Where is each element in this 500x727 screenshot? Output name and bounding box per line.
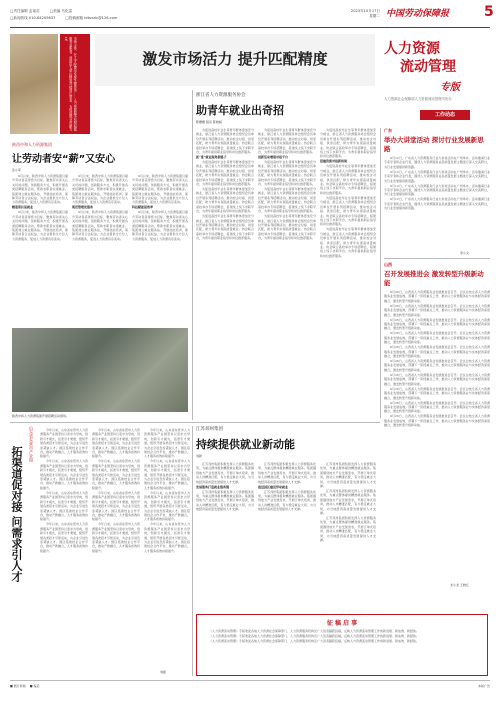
- article3-paragraph: 江苏邳州集团积极发挥人力资源服务优势，为重点群体提供精准就业服务。集团围绕地方产业发展需求，开展订单式培训，推动人岗精准匹配，有力稳定就业大局，为当地经济高质量发展提供人才支撑。: [258, 462, 316, 484]
- article4-body-col2: [92, 428, 140, 668]
- article2-subhead: 创新活动增强对接平台: [258, 155, 289, 160]
- article4-title: 拓渠道促对接 问需求引人才: [10, 446, 23, 582]
- notice-paragraph: 《人力资源流动管理》专版欢迎各地人力资源社会保障部门、人力资源服务机构及广大读者踊跃投稿，反映人力资源流动管理工作的新进展、新成效、新经验。: [209, 634, 420, 638]
- article6-paragraph: 9月26日，山西省人力资源服务业发展推进会召开。会议总结全省人力资源服务业发展成效，部署下一阶段重点工作，推动人力资源服务业与实体经济深度融合，激发转型升级新动能。: [384, 345, 490, 359]
- article1-photo: [12, 328, 188, 412]
- article1-paragraph: 9月以来，陕西中和人力资源集团以提升劳动者获得感为目标，聚焦劳动者关心关切的问题，创新服务方式，积极开展各类招聘服务活动，帮助求职者实现就业。集团建立就业服务站，开展技能培训，保障劳动者合法权益，为企业提供全方位人力资源服务，促进人力资源有序流动。: [12, 174, 68, 205]
- article4-body-col3: [144, 428, 190, 668]
- article2-paragraph: 为促进高校毕业生等青年群体更加充分就业，浙江省人力资源服务协会组织会员单位开展系列招聘活动，推动校企对接、供需匹配，助力青年实现高质量就业。协会联合高校举办专场招聘会，搭建线上线下求职平台，为青年提供职业指导和岗位推荐服务。: [320, 164, 376, 195]
- article2-body-col3: [320, 128, 376, 418]
- article1-region: 陕西中和人力资源集团: [12, 142, 52, 147]
- article6-body: [384, 290, 490, 580]
- article4-body-col1: [40, 428, 88, 668]
- article5-paragraph: 9月12日，广东省人力资源服务行业大讲堂活动在广州举办。活动邀请行业专家学者和企业代表，围绕人力资源服务业高质量发展主题进行深入交流研讨，为行业发展提供新思路。: [384, 197, 490, 211]
- article5-region: 广东: [384, 128, 392, 133]
- article4-paragraph: 今年以来，山东省东营市人力资源服务产业园坚持以需求为导向，创新引才模式，拓宽引才渠道，组织开展各类招才引智活动，为企业引进急需紧缺人才。园区搭建校企合作平台，推动产教融合，人才服务质效持续提升。: [40, 459, 88, 490]
- masthead-rule: [10, 27, 490, 28]
- article6-title: 召开发展推进会 激发转型升级新动能: [384, 270, 484, 287]
- masthead-info: [10, 9, 180, 21]
- poem-photo-box: [10, 34, 90, 134]
- article4-paragraph: 今年以来，山东省东营市人力资源服务产业园坚持以需求为导向，创新引才模式，拓宽引才渠道，组织开展各类招才引智活动，为企业引进急需紧缺人才。园区搭建校企合作平台，推动产教融合，人才服务质效持续提升。: [144, 459, 190, 490]
- article6-author: 龙小龙 王晓红: [450, 583, 469, 587]
- notice-paragraph: 《人力资源流动管理》专版欢迎各地人力资源社会保障部门、人力资源服务机构及广大读者踊跃投稿，反映人力资源流动管理工作的新进展、新成效、新经验。: [209, 639, 420, 643]
- article2-paragraph: 为促进高校毕业生等青年群体更加充分就业，浙江省人力资源服务协会组织会员单位开展系列招聘活动，推动校企对接、供需匹配，助力青年实现高质量就业。协会联合高校举办专场招聘会，搭建线上线下求职平台，为青年提供职业指导和岗位推荐服务。: [258, 128, 316, 155]
- article2-paragraph: 为促进高校毕业生等青年群体更加充分就业，浙江省人力资源服务协会组织会员单位开展系列招聘活动，推动校企对接、供需匹配，助力青年实现高质量就业。协会联合高校举办专场招聘会，搭建线上线下求职平台，为青年提供职业指导和岗位推荐服务。: [196, 160, 254, 187]
- article4-paragraph: 今年以来，山东省东营市人力资源服务产业园坚持以需求为导向，创新引才模式，拓宽引才渠道，组织开展各类招才引智活动，为企业引进急需紧缺人才。园区搭建校企合作平台，推动产教融合，人才服务质效持续提升。: [92, 522, 140, 553]
- article6-region: 山西: [384, 262, 392, 267]
- article1-body-col3: [132, 174, 188, 324]
- masthead: [0, 0, 500, 32]
- article1-subhead: 精准帮扶促就业: [12, 205, 34, 210]
- article4-paragraph: 今年以来，山东省东营市人力资源服务产业园坚持以需求为导向，创新引才模式，拓宽引才渠道，组织开展各类招才引智活动，为企业引进急需紧缺人才。园区搭建校企合作平台，推动产教融合，人才服务质效持续提升。: [40, 428, 88, 459]
- article4-paragraph: 今年以来，山东省东营市人力资源服务产业园坚持以需求为导向，创新引才模式，拓宽引才渠道，组织开展各类招才引智活动，为企业引进急需紧缺人才。园区搭建校企合作平台，推动产教融合，人才服务质效持续提升。: [92, 459, 140, 490]
- paper-name: 中国劳动保障报: [386, 9, 450, 19]
- editor-label: □责任编辑 孟瑶苗: [10, 9, 40, 13]
- article1-author: 张小军: [12, 168, 22, 172]
- article2-paragraph: 为促进高校毕业生等青年群体更加充分就业，浙江省人力资源服务协会组织会员单位开展系列招聘活动，推动校企对接、供需匹配，助力青年实现高质量就业。协会联合高校举办专场招聘会，搭建线上线下求职平台，为青年提供职业指导和岗位推荐服务。: [320, 128, 376, 159]
- article6-paragraph: 9月26日，山西省人力资源服务业发展推进会召开。会议总结全省人力资源服务业发展成效，部署下一阶段重点工作，推动人力资源服务业与实体经济深度融合，激发转型升级新动能。: [384, 290, 490, 303]
- article2-paragraph: 为促进高校毕业生等青年群体更加充分就业，浙江省人力资源服务协会组织会员单位开展系列招聘活动，推动校企对接、供需匹配，助力青年实现高质量就业。协会联合高校举办专场招聘会，搭建线上线下求职平台，为青年提供职业指导和岗位推荐服务。: [320, 195, 376, 227]
- article4-author: 刘振: [160, 670, 167, 674]
- article4-paragraph: 今年以来，山东省东营市人力资源服务产业园坚持以需求为导向，创新引才模式，拓宽引才渠道，组织开展各类招才引智活动，为企业引进急需紧缺人才。园区搭建校企合作平台，推动产教融合，人才服务质效持续提升。: [40, 522, 88, 553]
- article3-title: 持续提供就业新动能: [196, 438, 295, 451]
- article3-body-col3: [320, 462, 376, 610]
- article2-paragraph: 为促进高校毕业生等青年群体更加充分就业，浙江省人力资源服务协会组织会员单位开展系列招聘活动，推动校企对接、供需匹配，助力青年实现高质量就业。协会联合高校举办专场招聘会，搭建线上线下求职平台，为青年提供职业指导和岗位推荐服务。: [320, 227, 376, 258]
- section-divider: [10, 422, 380, 423]
- article4-paragraph: 今年以来，山东省东营市人力资源服务产业园坚持以需求为导向，创新引才模式，拓宽引才渠道，组织开展各类招才引智活动，为企业引进急需紧缺人才。园区搭建校企合作平台，推动产教融合，人才服务质效持续提升。: [144, 428, 190, 459]
- notice-box: [196, 614, 488, 676]
- footer-tag: ■ 编后: [29, 684, 40, 688]
- article3-subhead: 发展服务打造就业服务链: [196, 484, 230, 489]
- article4-paragraph: 今年以来，山东省东营市人力资源服务产业园坚持以需求为导向，创新引才模式，拓宽引才渠道，组织开展各类招才引智活动，为企业引进急需紧缺人才。园区搭建校企合作平台，推动产教融合，人才服务质效持续提升。: [40, 490, 88, 522]
- article2-paragraph: 为促进高校毕业生等青年群体更加充分就业，浙江省人力资源服务协会组织会员单位开展系列招聘活动，推动校企对接、供需匹配，助力青年实现高质量就业。协会联合高校举办专场招聘会，搭建线上线下求职平台，为青年提供职业指导和岗位推荐服务。: [196, 187, 254, 214]
- poem-panel: [60, 34, 90, 134]
- masthead-date: [320, 9, 380, 19]
- article5-paragraph: 9月12日，广东省人力资源服务行业大讲堂活动在广州举办。活动邀请行业专家学者和企业代表，围绕人力资源服务业高质量发展主题进行深入交流研讨，为行业发展提供新思路。: [384, 169, 490, 183]
- article6-paragraph: 9月26日，山西省人力资源服务业发展推进会召开。会议总结全省人力资源服务业发展成效，部署下一阶段重点工作，推动人力资源服务业与实体经济深度融合，激发转型升级新动能。: [384, 414, 490, 428]
- article2-paragraph: 为促进高校毕业生等青年群体更加充分就业，浙江省人力资源服务协会组织会员单位开展系列招聘活动，推动校企对接、供需匹配，助力青年实现高质量就业。协会联合高校举办专场招聘会，搭建线上线下求职平台，为青年提供职业指导和岗位推荐服务。: [258, 214, 316, 241]
- weekday-text: 星期二: [369, 14, 380, 18]
- article5-body: [384, 156, 490, 251]
- article6-paragraph: 9月26日，山西省人力资源服务业发展推进会召开。会议总结全省人力资源服务业发展成效，部署下一阶段重点工作，推动人力资源服务业与实体经济深度融合，激发转型升级新动能。: [384, 400, 490, 414]
- article3-paragraph: 江苏邳州集团积极发挥人力资源服务优势，为重点群体提供精准就业服务。集团围绕地方产业发展需求，开展订单式培训，推动人岗精准匹配，有力稳定就业大局，为当地经济高质量发展提供人才支撑。: [320, 489, 376, 516]
- article2-paragraph: 为促进高校毕业生等青年群体更加充分就业，浙江省人力资源服务协会组织会员单位开展系列招聘活动，推动校企对接、供需匹配，助力青年实现高质量就业。协会联合高校举办专场招聘会，搭建线上线下求职平台，为青年提供职业指导和岗位推荐服务。: [196, 128, 254, 155]
- column-divider: [192, 426, 193, 676]
- article1-body-col2: [72, 174, 128, 324]
- notice-paragraph: 《人力资源流动管理》专版欢迎各地人力资源社会保障部门、人力资源服务机构及广大读者踊跃投稿，反映人力资源流动管理工作的新进展、新成效、新经验。: [209, 629, 420, 633]
- section-divider: [384, 258, 490, 259]
- page-number: 5: [484, 4, 494, 20]
- article6-paragraph: 9月26日，山西省人力资源服务业发展推进会召开。会议总结全省人力资源服务业发展成效，部署下一阶段重点工作，推动人力资源服务业与实体经济深度融合，激发转型升级新动能。: [384, 372, 490, 386]
- article2-subhead: 搭建资源对接新桥梁: [320, 159, 348, 164]
- main-banner: [95, 34, 375, 86]
- article3-body-col1: [196, 462, 254, 610]
- column-tag: 工作动态: [420, 110, 470, 120]
- article1-subhead: 规范管理优服务: [72, 205, 94, 210]
- date-text: 2023年10月17日: [350, 9, 380, 13]
- section-title-line2: 流动管理: [400, 59, 456, 75]
- article2-subhead: 抓“准”就业服务新路子: [196, 155, 227, 160]
- article4-region: 山东省东营市产业园: [29, 426, 34, 462]
- designer-label: □美编 马化雷: [49, 9, 73, 13]
- column-divider: [380, 128, 381, 418]
- article1-paragraph: 9月以来，陕西中和人力资源集团以提升劳动者获得感为目标，聚焦劳动者关心关切的问题，创新服务方式，积极开展各类招聘服务活动，帮助求职者实现就业。集团建立就业服务站，开展技能培训，保障劳动者合法权益，为企业提供全方位人力资源服务，促进人力资源有序流动。: [132, 174, 188, 205]
- poem-text: 市场主体，在人才配置中发挥关键作用……人力资源服务机构积极服务求职者，帮助用人单位精准对接岗位需求，为促进就业贡献力量。: [63, 37, 77, 131]
- article5-author: 李小文: [460, 251, 470, 255]
- article5-title: 举办大讲堂活动 探讨行业发展新思路: [384, 136, 484, 153]
- footer-row: [10, 684, 490, 688]
- article5-paragraph: 9月12日，广东省人力资源服务行业大讲堂活动在广州举办。活动邀请行业专家学者和企业代表，围绕人力资源服务业高质量发展主题进行深入交流研讨，为行业发展提供新思路。: [384, 183, 490, 197]
- article4-title-block: [10, 426, 36, 606]
- section-title-line1: 人力资源: [384, 41, 440, 57]
- article4-paragraph: 今年以来，山东省东营市人力资源服务产业园坚持以需求为导向，创新引才模式，拓宽引才渠道，组织开展各类招才引智活动，为企业引进急需紧缺人才。园区搭建校企合作平台，推动产教融合，人才服务质效持续提升。: [92, 428, 140, 459]
- article6-paragraph: 9月26日，山西省人力资源服务业发展推进会召开。会议总结全省人力资源服务业发展成效，部署下一阶段重点工作，推动人力资源服务业与实体经济深度融合，激发转型升级新动能。: [384, 303, 490, 317]
- article1-body-col1: [12, 174, 68, 324]
- article1-paragraph: 9月以来，陕西中和人力资源集团以提升劳动者获得感为目标，聚焦劳动者关心关切的问题，创新服务方式，积极开展各类招聘服务活动，帮助求职者实现就业。集团建立就业服务站，开展技能培训，保障劳动者合法权益，为企业提供全方位人力资源服务，促进人力资源有序流动。: [72, 174, 128, 205]
- article3-paragraph: 江苏邳州集团积极发挥人力资源服务优势，为重点群体提供精准就业服务。集团围绕地方产业发展需求，开展订单式培训，推动人岗精准匹配，有力稳定就业大局，为当地经济高质量发展提供人才支撑。: [196, 489, 254, 512]
- article2-body-col1: [196, 128, 254, 418]
- article2-paragraph: 为促进高校毕业生等青年群体更加充分就业，浙江省人力资源服务协会组织会员单位开展系列招聘活动，推动校企对接、供需匹配，助力青年实现高质量就业。协会联合高校举办专场招聘会，搭建线上线下求职平台，为青年提供职业指导和岗位推荐服务。: [258, 187, 316, 214]
- article2-paragraph: 为促进高校毕业生等青年群体更加充分就业，浙江省人力资源服务协会组织会员单位开展系列招聘活动，推动校企对接、供需匹配，助力青年实现高质量就业。协会联合高校举办专场招聘会，搭建线上线下求职平台，为青年提供职业指导和岗位推荐服务。: [196, 214, 254, 241]
- banner-headline: 激发市场活力 提升匹配精度: [142, 50, 328, 68]
- section-label: 专版: [440, 82, 460, 93]
- article2-body-col2: [258, 128, 316, 418]
- article3-body-col2: [258, 462, 316, 610]
- article1-subhead: 科技赋能提效率: [132, 205, 154, 210]
- article3-paragraph: 江苏邳州集团积极发挥人力资源服务优势，为重点群体提供精准就业服务。集团围绕地方产业发展需求，开展订单式培训，推动人岗精准匹配，有力稳定就业大局，为当地经济高质量发展提供人才支撑。: [320, 462, 376, 489]
- article1-paragraph: 9月以来，陕西中和人力资源集团以提升劳动者获得感为目标，聚焦劳动者关心关切的问题，创新服务方式，积极开展各类招聘服务活动，帮助求职者实现就业。集团建立就业服务站，开展技能培训，保障劳动者合法权益，为企业提供全方位人力资源服务，促进人力资源有序流动。: [12, 210, 68, 241]
- article6-paragraph: 9月26日，山西省人力资源服务业发展推进会召开。会议总结全省人力资源服务业发展成效，部署下一阶段重点工作，推动人力资源服务业与实体经济深度融合，激发转型升级新动能。: [384, 359, 490, 372]
- article4-paragraph: 今年以来，山东省东营市人力资源服务产业园坚持以需求为导向，创新引才模式，拓宽引才渠道，组织开展各类招才引智活动，为企业引进急需紧缺人才。园区搭建校企合作平台，推动产教融合，人才服务质效持续提升。: [144, 522, 190, 553]
- article1-photo-caption: 陕西中和人力资源集团开展招聘活动现场。: [12, 414, 70, 418]
- article4-paragraph: 今年以来，山东省东营市人力资源服务产业园坚持以需求为导向，创新引才模式，拓宽引才渠道，组织开展各类招才引智活动，为企业引进急需紧缺人才。园区搭建校企合作平台，推动产教融合，人才服务质效持续提升。: [92, 490, 140, 522]
- article3-region: 江苏邳州集团: [196, 427, 223, 432]
- article3-paragraph: 江苏邳州集团积极发挥人力资源服务优势，为重点群体提供精准就业服务。集团围绕地方产业发展需求，开展订单式培训，推动人岗精准匹配，有力稳定就业大局，为当地经济高质量发展提供人才支撑。: [196, 462, 254, 484]
- footer-rule: [10, 680, 490, 681]
- article1-title: 让劳动者安“薪”又安心: [12, 154, 116, 165]
- article2-author: 陈姗姗 程亮 陈晓娟: [196, 120, 222, 124]
- article2-paragraph: 为促进高校毕业生等青年群体更加充分就业，浙江省人力资源服务协会组织会员单位开展系列招聘活动，推动校企对接、供需匹配，助力青年实现高质量就业。协会联合高校举办专场招聘会，搭建线上线下求职平台，为青年提供职业指导和岗位推荐服务。: [258, 160, 316, 187]
- article4-paragraph: 今年以来，山东省东营市人力资源服务产业园坚持以需求为导向，创新引才模式，拓宽引才渠道，组织开展各类招才引智活动，为企业引进急需紧缺人才。园区搭建校企合作平台，推动产教融合，人才服务质效持续提升。: [144, 490, 190, 522]
- article1-paragraph: 9月以来，陕西中和人力资源集团以提升劳动者获得感为目标，聚焦劳动者关心关切的问题，创新服务方式，积极开展各类招聘服务活动，帮助求职者实现就业。集团建立就业服务站，开展技能培训，保障劳动者合法权益，为企业提供全方位人力资源服务，促进人力资源有序流动。: [132, 210, 188, 241]
- article6-paragraph: 9月26日，山西省人力资源服务业发展推进会召开。会议总结全省人力资源服务业发展成效，部署下一阶段重点工作，推动人力资源服务业与实体经济深度融合，激发转型升级新动能。: [384, 331, 490, 345]
- article1-paragraph: 9月以来，陕西中和人力资源集团以提升劳动者获得感为目标，聚焦劳动者关心关切的问题，创新服务方式，积极开展各类招聘服务活动，帮助求职者实现就业。集团建立就业服务站，开展技能培训，保障劳动者合法权益，为企业提供全方位人力资源服务，促进人力资源有序流动。: [72, 210, 128, 241]
- section-title-block: [380, 34, 490, 124]
- article3-paragraph: 江苏邳州集团积极发挥人力资源服务优势，为重点群体提供精准就业服务。集团围绕地方产业发展需求，开展订单式培训，推动人岗精准匹配，有力稳定就业大局，为当地经济高质量发展提供人才支撑。: [320, 516, 376, 543]
- article2-title: 助青年就业出奇招: [196, 104, 284, 117]
- footer-tag: ■ 图片新闻: [10, 684, 26, 688]
- article3-subhead: 推进园区建设带动就业: [258, 484, 289, 489]
- article6-paragraph: 9月26日，山西省人力资源服务业发展推进会召开。会议总结全省人力资源服务业发展成效，部署下一阶段重点工作，推动人力资源服务业与实体经济深度融合，激发转型升级新动能。: [384, 386, 490, 400]
- email-label: □投稿邮箱 ldbzrzlc@126.com: [65, 16, 118, 20]
- column-divider: [192, 90, 193, 420]
- decorative-photo: [10, 34, 58, 134]
- article3-paragraph: 江苏邳州集团积极发挥人力资源服务优势，为重点群体提供精准就业服务。集团围绕地方产业发展需求，开展订单式培训，推动人岗精准匹配，有力稳定就业大局，为当地经济高质量发展提供人才支撑。: [258, 489, 316, 512]
- article6-paragraph: 9月26日，山西省人力资源服务业发展推进会召开。会议总结全省人力资源服务业发展成效，部署下一阶段重点工作，推动人力资源服务业与实体经济深度融合，激发转型升级新动能。: [384, 317, 490, 331]
- hotline-label: □新闻热线 010-84209637: [10, 16, 56, 20]
- article3-author: 刘新: [196, 454, 203, 458]
- ad-label: 本版广告: [477, 684, 490, 688]
- notice-title: 征 稿 启 事: [326, 620, 358, 627]
- notice-body: [203, 629, 481, 671]
- section-slogan: 人力资源社会保障部人力资源流动管理司协办: [384, 97, 452, 101]
- article2-region: 浙江省人力资源服务协会: [196, 93, 246, 98]
- article5-paragraph: 9月12日，广东省人力资源服务行业大讲堂活动在广州举办。活动邀请行业专家学者和企业代表，围绕人力资源服务业高质量发展主题进行深入交流研讨，为行业发展提供新思路。: [384, 156, 490, 169]
